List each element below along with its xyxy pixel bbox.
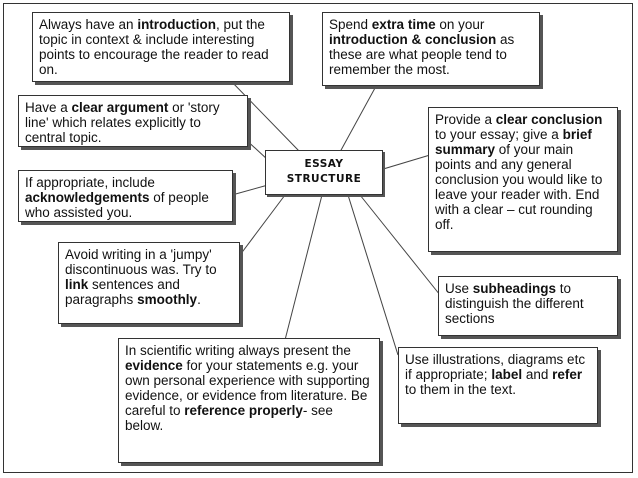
body-text: Always have an [39,17,138,32]
body-text: Spend [329,17,372,32]
central-topic-line2: STRUCTURE [286,173,362,185]
body-text: to your essay; give a [435,127,563,142]
emphasis-text: label [491,367,523,382]
body-text: to distinguish the different sections [445,281,584,326]
argument-box [18,95,248,147]
acknowledgements-box [18,170,233,222]
connector-jumpy [240,195,285,255]
subheadings-box [438,276,618,336]
emphasis-text: introduction [137,17,217,32]
conclusion-box [428,107,618,252]
emphasis-text: link [65,277,89,292]
emphasis-text: clear argument [71,100,169,115]
emphasis-text: brief summary [435,127,592,157]
connector-extra-time [340,88,375,152]
body-text: - see below. [125,403,333,433]
connector-evidence [285,195,322,340]
body-text: to them in the text. [405,382,517,397]
body-text: If appropriate, include [25,175,155,190]
connector-illustrations [348,195,398,355]
emphasis-text: evidence [125,358,183,373]
body-text: Have a [25,100,72,115]
jumpy-box [58,242,240,324]
illustrations-box [398,347,598,424]
body-text: Use illustrations, diagrams etc if appropriate; [405,352,586,382]
body-text: of your main points and any general conclusion you would like to leave your reader with. End with a clear – cut rounding off. [435,142,603,232]
central-topic-box [265,150,383,195]
extra-time-box [322,12,540,86]
body-text: for your statements e.g. your own personal experience with supporting evidence, or evidence from literature. Be careful to [125,358,370,418]
body-text: . [197,292,201,307]
body-text: Avoid writing in a 'jumpy' discontinuous was. Try to [65,247,217,277]
emphasis-text: smoothly [137,292,198,307]
body-text: sentences and paragraphs [65,277,180,307]
connector-acknowledgements [232,185,268,195]
central-topic-line1: ESSAY [304,158,344,170]
body-text: Use [445,281,473,296]
body-text: , put the topic in context & include interesting points to encourage the reader to read on. [39,17,269,77]
emphasis-text: introduction & conclusion [329,32,497,47]
emphasis-text: subheadings [472,281,557,296]
emphasis-text: clear conclusion [495,112,603,127]
body-text: on your [435,17,485,32]
body-text: In scientific writing always present the [125,343,351,358]
body-text: of people who assisted you. [25,190,209,220]
introduction-box [32,12,290,82]
connector-conclusion [380,155,430,170]
body-text: and [522,367,553,382]
body-text: or 'story line' which relates explicitly to central topic. [25,100,220,145]
body-text: Provide a [435,112,496,127]
emphasis-text: reference properly [184,403,303,418]
emphasis-text: acknowledgements [25,190,150,205]
body-text: as these are what people tend to remember the most. [329,32,515,77]
emphasis-text: extra time [371,17,436,32]
evidence-box [118,338,380,463]
emphasis-text: refer [552,367,583,382]
